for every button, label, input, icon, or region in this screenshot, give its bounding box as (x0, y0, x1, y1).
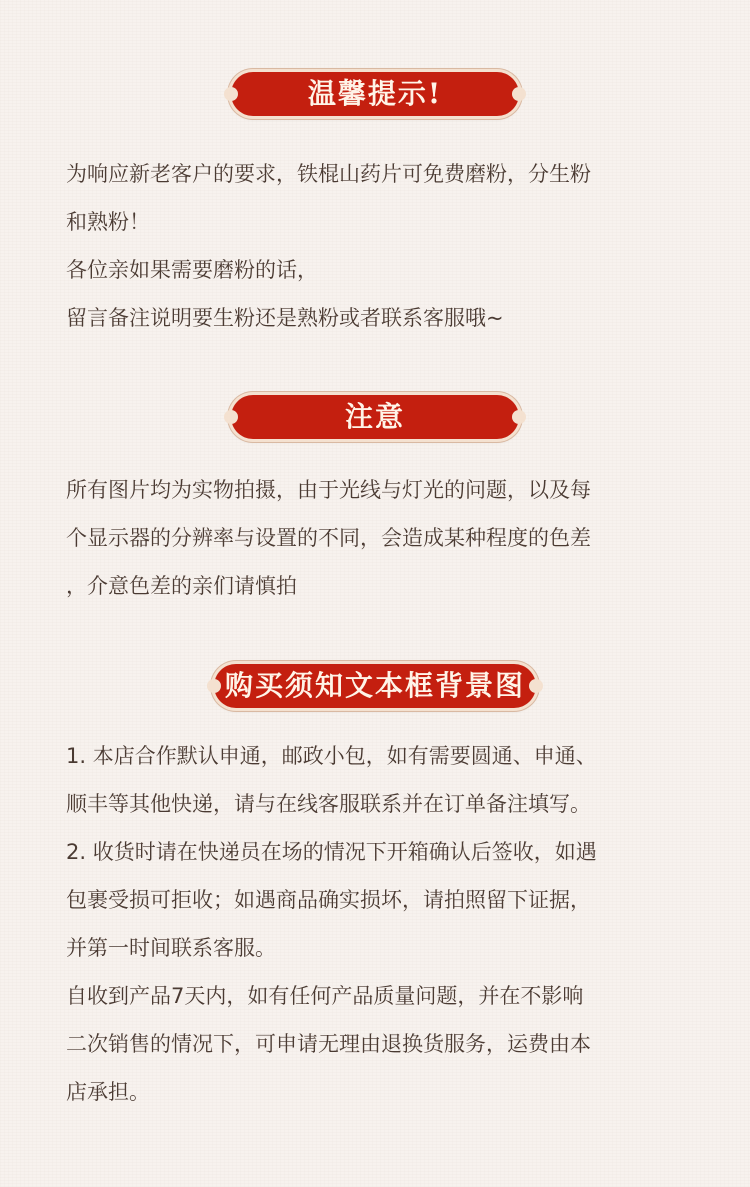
section-1-line-2: 和熟粉！ (66, 210, 150, 234)
section-2-line-1: 所有图片均为实物拍摄，由于光线与灯光的问题，以及每 (66, 478, 591, 502)
section-2-line-3: ，介意色差的亲们请慎拍 (66, 574, 297, 598)
section-1-line-4: 留言备注说明要生粉还是熟粉或者联系客服哦~ (66, 306, 504, 330)
section-1-line-3: 各位亲如果需要磨粉的话， (66, 258, 318, 282)
section-2-header (231, 395, 519, 439)
section-1-header (231, 72, 519, 116)
section-3-header (214, 664, 536, 708)
section-3-body (66, 732, 686, 1116)
section-1-line-1: 为响应新老客户的要求，铁棍山药片可免费磨粉，分生粉 (66, 162, 591, 186)
section-3-line-8: 店承担。 (66, 1080, 150, 1104)
section-2-line-2: 个显示器的分辨率与设置的不同，会造成某种程度的色差 (66, 526, 591, 550)
section-3-line-1: 1. 本店合作默认申通，邮政小包，如有需要圆通、申通、 (66, 744, 597, 768)
section-1-body (66, 150, 686, 342)
section-1-title: 温馨提示! (231, 72, 519, 116)
section-2-title: 注意 (231, 395, 519, 439)
section-3-title: 购买须知文本框背景图 (214, 664, 536, 708)
section-3-line-4: 包裹受损可拒收；如遇商品确实损坏，请拍照留下证据， (66, 888, 591, 912)
section-3-line-7: 二次销售的情况下，可申请无理由退换货服务，运费由本 (66, 1032, 591, 1056)
section-2-body (66, 466, 686, 610)
section-3-line-2: 顺丰等其他快递，请与在线客服联系并在订单备注填写。 (66, 792, 591, 816)
section-3-line-3: 2. 收货时请在快递员在场的情况下开箱确认后签收，如遇 (66, 840, 597, 864)
section-3-line-6: 自收到产品7天内，如有任何产品质量问题，并在不影响 (66, 984, 584, 1008)
section-3-line-5: 并第一时间联系客服。 (66, 936, 276, 960)
